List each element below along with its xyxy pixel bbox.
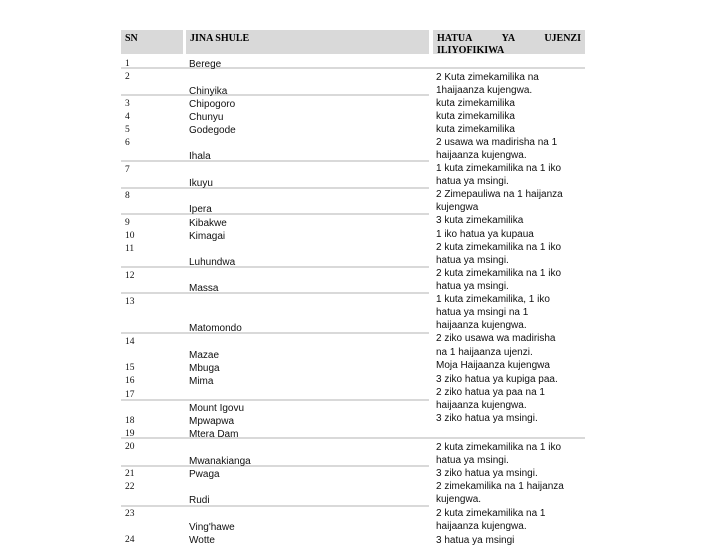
school-name-cell: Godegode — [189, 125, 236, 136]
status-line: 3 ziko hatua ya msingi. — [436, 468, 538, 479]
status-line: 1 kuta zimekamilika, 1 iko — [436, 294, 550, 305]
status-line: 3 ziko hatua ya msingi. — [436, 413, 538, 424]
sn-cell: 7 — [125, 165, 130, 175]
sn-cell: 14 — [125, 337, 135, 347]
status-line: haijaanza kujengwa. — [436, 400, 527, 411]
sn-cell: 15 — [125, 363, 135, 373]
status-line: kuta zimekamilika — [436, 98, 515, 109]
sn-cell: 2 — [125, 72, 130, 82]
school-name-cell: Matomondo — [189, 323, 242, 334]
status-line: 1haijaanza kujengwa. — [436, 85, 533, 96]
status-line: Moja Haijaanza kujengwa — [436, 360, 550, 371]
sn-cell: 1 — [125, 59, 130, 69]
row-separator — [121, 332, 429, 334]
school-name-cell: Massa — [189, 283, 219, 294]
status-line: 2 kuta zimekamilika na 1 iko — [436, 268, 562, 279]
school-name-cell: Ipera — [189, 204, 212, 215]
sn-cell: 18 — [125, 416, 135, 426]
row-separator — [121, 292, 429, 294]
sn-cell: 20 — [125, 442, 135, 452]
sn-cell: 22 — [125, 482, 135, 492]
sn-cell: 10 — [125, 231, 135, 241]
row-separator — [121, 399, 429, 401]
sn-cell: 3 — [125, 99, 130, 109]
sn-cell: 8 — [125, 191, 130, 201]
status-line: 2 kuta zimekamilika na 1 iko — [436, 442, 562, 453]
row-separator — [121, 505, 429, 507]
sn-cell: 13 — [125, 297, 135, 307]
status-line: haijaanza kujengwa. — [436, 320, 527, 331]
school-name-cell: Mtera Dam — [189, 429, 239, 440]
status-line: haijaanza kujengwa. — [436, 521, 527, 532]
sn-cell: 6 — [125, 138, 130, 148]
school-name-cell: Ihala — [189, 151, 211, 162]
school-name-cell: Mazae — [189, 350, 220, 361]
sn-cell: 23 — [125, 509, 135, 519]
status-line: 3 kuta zimekamilika — [436, 215, 524, 226]
status-line: hatua ya msingi. — [436, 455, 509, 466]
school-name-cell: Ving'hawe — [189, 522, 235, 533]
sn-cell: 16 — [125, 376, 135, 386]
status-line: 3 hatua ya msingi — [436, 535, 515, 546]
school-name-cell: Mwanakianga — [189, 456, 251, 467]
school-name-cell: Ikuyu — [189, 178, 213, 189]
school-name-cell: Kibakwe — [189, 218, 227, 229]
sn-cell: 17 — [125, 390, 135, 400]
status-line: 1 kuta zimekamilika na 1 iko — [436, 163, 562, 174]
sn-cell: 11 — [125, 244, 135, 254]
row-separator — [121, 266, 429, 268]
school-name-cell: Chinyika — [189, 86, 228, 97]
status-line: hatua ya msingi. — [436, 281, 509, 292]
school-name-cell: Rudi — [189, 495, 210, 506]
sn-cell: 24 — [125, 535, 135, 545]
status-line: hatua ya msingi na 1 — [436, 307, 529, 318]
row-separator — [121, 94, 429, 96]
school-name-cell: Pwaga — [189, 469, 220, 480]
school-name-cell: Chipogoro — [189, 99, 236, 110]
row-separator — [121, 465, 429, 467]
header-school-name-label: JINA SHULE — [190, 33, 250, 44]
sn-cell: 5 — [125, 125, 130, 135]
header-status-word-1: HATUA — [437, 33, 473, 44]
row-separator — [121, 160, 429, 162]
sn-cell: 12 — [125, 271, 135, 281]
header-status-word-2: YA — [501, 33, 516, 44]
school-name-cell: Mbuga — [189, 363, 220, 374]
row-separator — [121, 187, 429, 189]
status-line: kujengwa. — [436, 494, 482, 505]
header-status-word-3: UJENZI — [544, 33, 581, 44]
status-line: hatua ya msingi. — [436, 176, 509, 187]
school-name-cell: Mpwapwa — [189, 416, 235, 427]
status-line: 3 ziko hatua ya kupiga paa. — [436, 374, 558, 385]
header-status-line2: ILIYOFIKIWA — [437, 45, 505, 56]
status-line: 2 Zimepauliwa na 1 haijanza — [436, 189, 563, 200]
status-line: 2 kuta zimekamilika na 1 — [436, 508, 546, 519]
header-sn — [121, 30, 183, 54]
sn-cell: 4 — [125, 112, 130, 122]
status-line: 2 kuta zimekamilika na 1 iko — [436, 242, 562, 253]
row-separator — [121, 213, 429, 215]
header-status-line1 — [437, 33, 581, 44]
status-line: kuta zimekamilika — [436, 111, 515, 122]
status-line: 1 iko hatua ya kupaua — [436, 229, 534, 240]
status-line: 2 Kuta zimekamilika na — [436, 72, 539, 83]
school-name-cell: Chunyu — [189, 112, 224, 123]
status-line: na 1 haijaanza ujenzi. — [436, 347, 533, 358]
status-line: kuta zimekamilika — [436, 124, 515, 135]
school-name-cell: Kimagai — [189, 231, 226, 242]
sn-cell: 19 — [125, 429, 135, 439]
status-line: 2 ziko usawa wa madirisha — [436, 333, 556, 344]
school-name-cell: Mount Igovu — [189, 403, 245, 414]
sn-cell: 9 — [125, 218, 130, 228]
status-line: 2 ziko hatua ya paa na 1 — [436, 387, 545, 398]
sn-cell: 21 — [125, 469, 135, 479]
status-line: 2 zimekamilika na 1 haijanza — [436, 481, 564, 492]
status-line: haijaanza kujengwa. — [436, 150, 527, 161]
status-line: kujengwa — [436, 202, 479, 213]
school-name-cell: Berege — [189, 59, 222, 70]
school-name-cell: Wotte — [189, 535, 215, 546]
header-school-name — [186, 30, 429, 54]
school-name-cell: Mima — [189, 376, 214, 387]
status-line: hatua ya msingi. — [436, 255, 509, 266]
school-name-cell: Luhundwa — [189, 257, 236, 268]
header-sn-label: SN — [125, 33, 138, 44]
status-line: 2 usawa wa madirisha na 1 — [436, 137, 558, 148]
header-construction-status — [433, 30, 585, 54]
